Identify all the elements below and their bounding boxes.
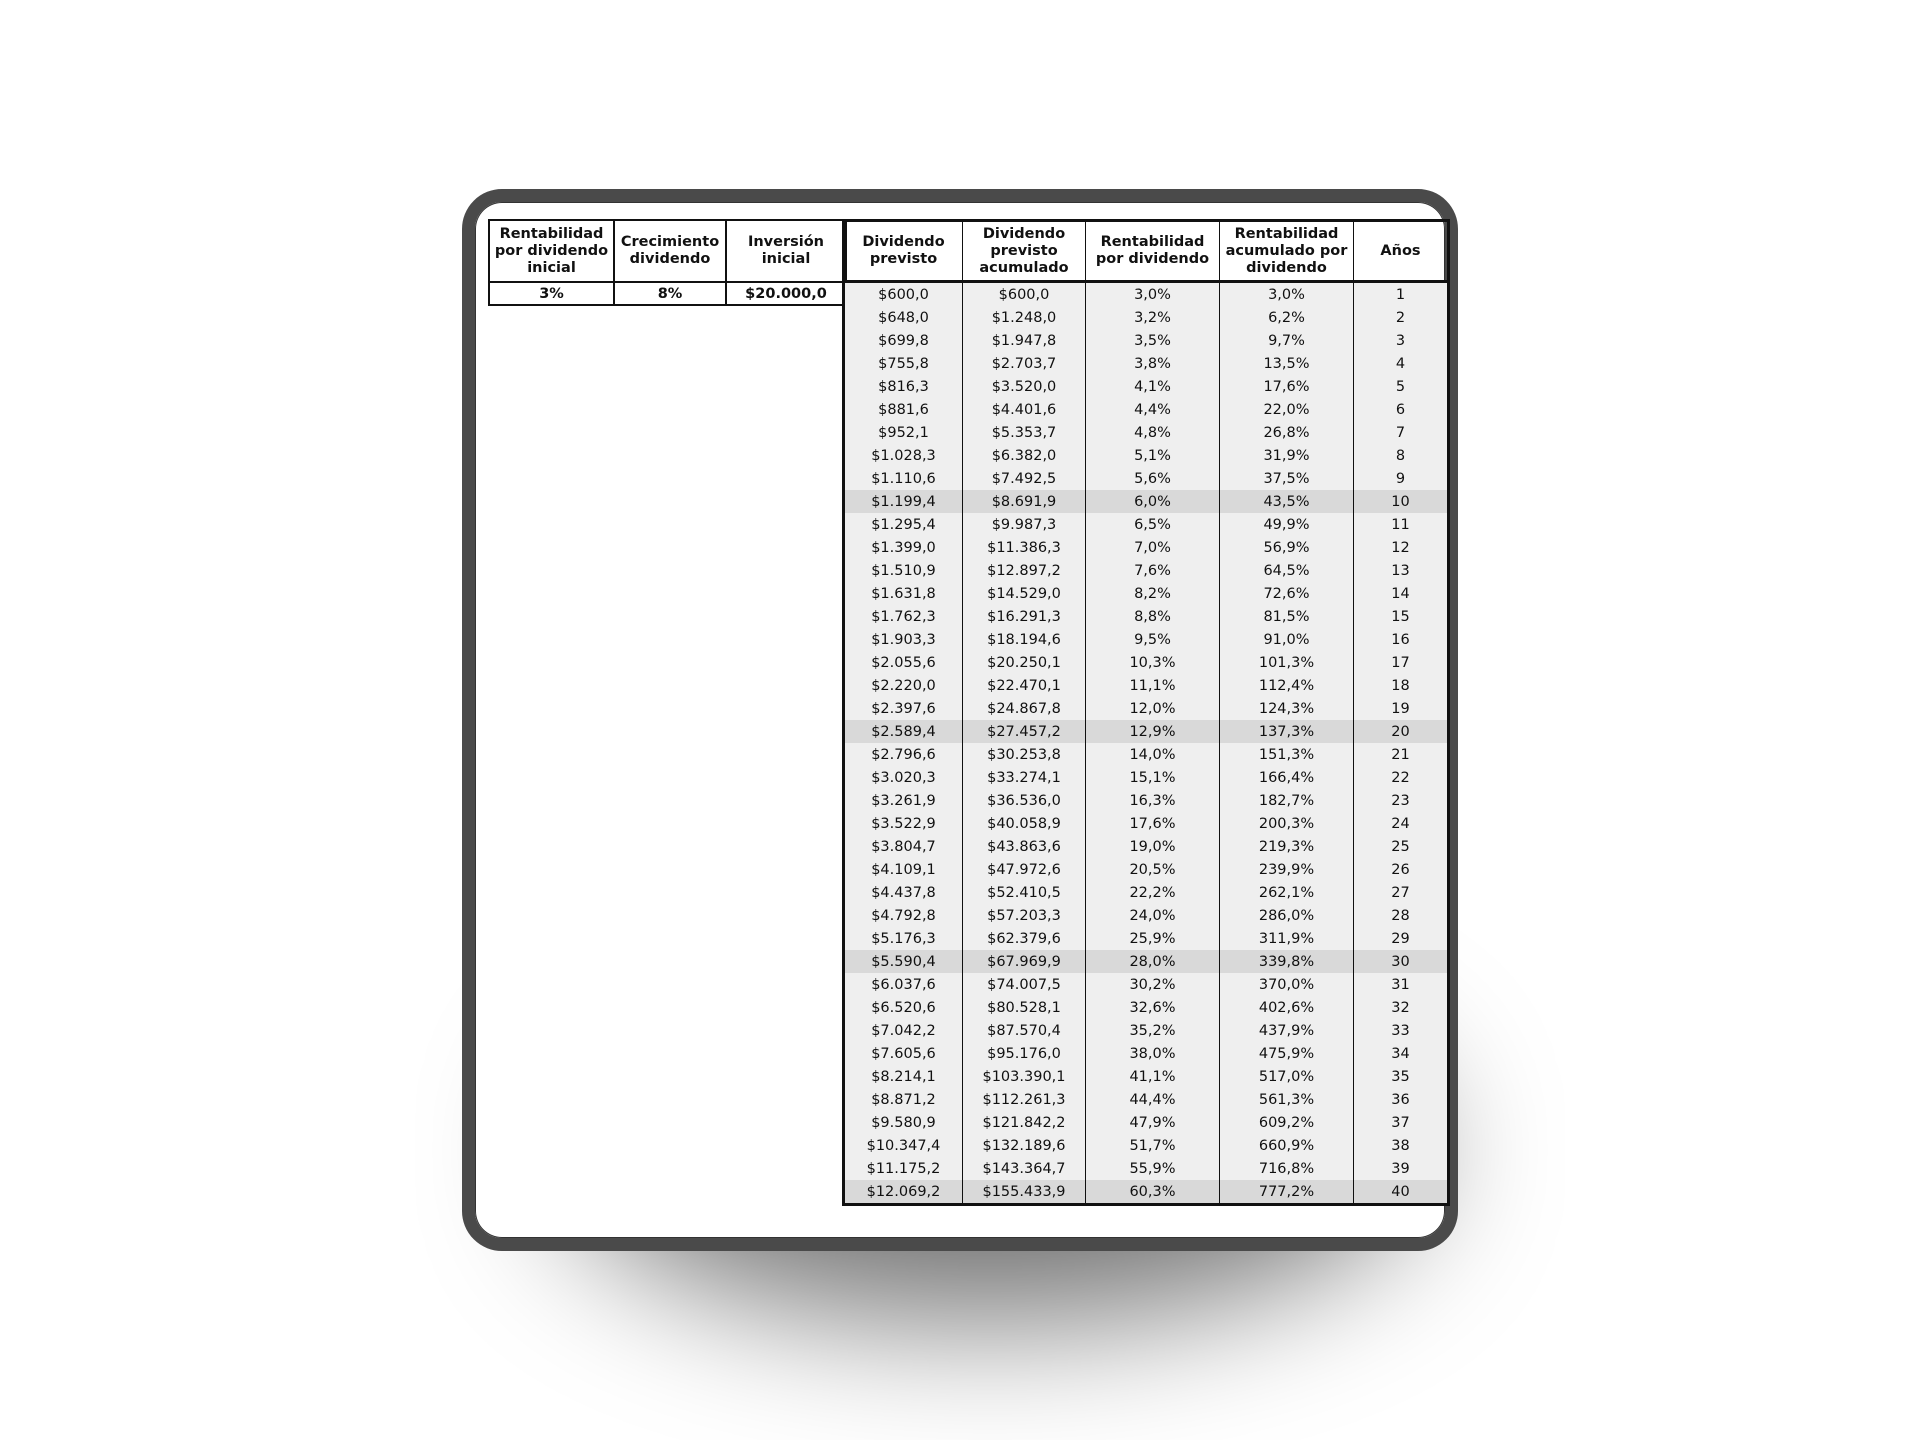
cell-cumulative-dividend: $12.897,2 [963,559,1086,582]
table-row [844,1180,1449,1205]
cell-cumulative-dividend: $1.248,0 [963,306,1086,329]
cell-year: 26 [1354,858,1449,881]
table-row [844,835,1449,858]
cell-expected-dividend: $3.804,7 [844,835,963,858]
cell-cumulative-yield: 517,0% [1220,1065,1354,1088]
cell-dividend-yield: 20,5% [1086,858,1220,881]
table-row [844,789,1449,812]
cell-year: 1 [1354,282,1449,307]
cell-cumulative-dividend: $121.842,2 [963,1111,1086,1134]
cell-dividend-yield: 5,6% [1086,467,1220,490]
cell-cumulative-dividend: $52.410,5 [963,881,1086,904]
cell-dividend-yield: 7,0% [1086,536,1220,559]
cell-year: 16 [1354,628,1449,651]
cell-cumulative-yield: 81,5% [1220,605,1354,628]
cell-dividend-yield: 38,0% [1086,1042,1220,1065]
cell-cumulative-yield: 239,9% [1220,858,1354,881]
table-row [844,743,1449,766]
cell-year: 27 [1354,881,1449,904]
cell-year: 7 [1354,421,1449,444]
header-dividend-growth: Crecimiento dividendo [614,220,726,282]
cell-dividend-yield: 12,0% [1086,697,1220,720]
inputs-table [488,219,847,306]
cell-dividend-yield: 22,2% [1086,881,1220,904]
table-row [844,1088,1449,1111]
cell-cumulative-yield: 311,9% [1220,927,1354,950]
cell-expected-dividend: $1.110,6 [844,467,963,490]
cell-cumulative-yield: 31,9% [1220,444,1354,467]
cell-cumulative-dividend: $132.189,6 [963,1134,1086,1157]
cell-cumulative-dividend: $112.261,3 [963,1088,1086,1111]
cell-dividend-yield: 3,8% [1086,352,1220,375]
cell-cumulative-dividend: $5.353,7 [963,421,1086,444]
cell-cumulative-yield: 200,3% [1220,812,1354,835]
cell-expected-dividend: $6.037,6 [844,973,963,996]
cell-year: 17 [1354,651,1449,674]
table-row [844,697,1449,720]
cell-expected-dividend: $8.214,1 [844,1065,963,1088]
cell-cumulative-dividend: $3.520,0 [963,375,1086,398]
cell-expected-dividend: $1.903,3 [844,628,963,651]
header-initial-investment: Inversión inicial [726,220,846,282]
value-dividend-growth: 8% [614,282,726,305]
cell-dividend-yield: 3,2% [1086,306,1220,329]
cell-dividend-yield: 51,7% [1086,1134,1220,1157]
cell-year: 35 [1354,1065,1449,1088]
cell-cumulative-yield: 660,9% [1220,1134,1354,1157]
cell-year: 10 [1354,490,1449,513]
table-row [844,375,1449,398]
cell-cumulative-yield: 43,5% [1220,490,1354,513]
cell-dividend-yield: 3,0% [1086,282,1220,307]
cell-dividend-yield: 16,3% [1086,789,1220,812]
table-row [844,651,1449,674]
table-row [844,306,1449,329]
table-row [844,674,1449,697]
cell-dividend-yield: 4,4% [1086,398,1220,421]
header-cumulative-yield: Rentabilidad acumulado por dividendo [1220,221,1354,282]
projection-header-row [844,221,1449,282]
cell-cumulative-dividend: $7.492,5 [963,467,1086,490]
table-row [844,628,1449,651]
table-row [844,1019,1449,1042]
cell-dividend-yield: 11,1% [1086,674,1220,697]
cell-cumulative-dividend: $67.969,9 [963,950,1086,973]
cell-year: 19 [1354,697,1449,720]
table-row [844,1065,1449,1088]
cell-dividend-yield: 6,5% [1086,513,1220,536]
cell-cumulative-dividend: $14.529,0 [963,582,1086,605]
cell-cumulative-dividend: $24.867,8 [963,697,1086,720]
cell-dividend-yield: 44,4% [1086,1088,1220,1111]
cell-year: 34 [1354,1042,1449,1065]
cell-cumulative-dividend: $62.379,6 [963,927,1086,950]
cell-cumulative-yield: 17,6% [1220,375,1354,398]
cell-dividend-yield: 19,0% [1086,835,1220,858]
cell-cumulative-yield: 219,3% [1220,835,1354,858]
cell-expected-dividend: $1.399,0 [844,536,963,559]
table-row [844,467,1449,490]
table-row [844,536,1449,559]
cell-dividend-yield: 15,1% [1086,766,1220,789]
table-row [844,1111,1449,1134]
table-row [844,881,1449,904]
cell-dividend-yield: 60,3% [1086,1180,1220,1205]
cell-cumulative-yield: 339,8% [1220,950,1354,973]
cell-cumulative-yield: 475,9% [1220,1042,1354,1065]
cell-year: 31 [1354,973,1449,996]
cell-expected-dividend: $755,8 [844,352,963,375]
cell-cumulative-dividend: $11.386,3 [963,536,1086,559]
cell-expected-dividend: $5.590,4 [844,950,963,973]
cell-cumulative-yield: 262,1% [1220,881,1354,904]
cell-cumulative-yield: 777,2% [1220,1180,1354,1205]
table-row [844,1157,1449,1180]
cell-dividend-yield: 28,0% [1086,950,1220,973]
projection-body [844,282,1449,1205]
cell-cumulative-yield: 137,3% [1220,720,1354,743]
cell-dividend-yield: 3,5% [1086,329,1220,352]
cell-cumulative-dividend: $43.863,6 [963,835,1086,858]
cell-cumulative-dividend: $22.470,1 [963,674,1086,697]
cell-year: 4 [1354,352,1449,375]
table-row [844,490,1449,513]
cell-cumulative-dividend: $40.058,9 [963,812,1086,835]
table-row [844,352,1449,375]
cell-cumulative-dividend: $27.457,2 [963,720,1086,743]
header-years: Años [1354,221,1449,282]
cell-year: 8 [1354,444,1449,467]
cell-cumulative-dividend: $4.401,6 [963,398,1086,421]
cell-dividend-yield: 55,9% [1086,1157,1220,1180]
cell-cumulative-yield: 3,0% [1220,282,1354,307]
cell-cumulative-yield: 182,7% [1220,789,1354,812]
header-cumulative-dividend: Dividendo previsto acumulado [963,221,1086,282]
cell-expected-dividend: $11.175,2 [844,1157,963,1180]
cell-year: 14 [1354,582,1449,605]
cell-year: 3 [1354,329,1449,352]
cell-expected-dividend: $648,0 [844,306,963,329]
cell-year: 36 [1354,1088,1449,1111]
cell-dividend-yield: 32,6% [1086,996,1220,1019]
cell-expected-dividend: $7.605,6 [844,1042,963,1065]
cell-cumulative-yield: 64,5% [1220,559,1354,582]
cell-cumulative-yield: 166,4% [1220,766,1354,789]
cell-expected-dividend: $12.069,2 [844,1180,963,1205]
table-row [844,950,1449,973]
cell-year: 32 [1354,996,1449,1019]
cell-expected-dividend: $952,1 [844,421,963,444]
cell-year: 11 [1354,513,1449,536]
cell-cumulative-dividend: $8.691,9 [963,490,1086,513]
cell-year: 6 [1354,398,1449,421]
header-initial-yield: Rentabilidad por dividendo inicial [489,220,614,282]
cell-cumulative-dividend: $80.528,1 [963,996,1086,1019]
table-row [844,720,1449,743]
table-row [844,421,1449,444]
cell-cumulative-dividend: $18.194,6 [963,628,1086,651]
cell-year: 30 [1354,950,1449,973]
cell-year: 40 [1354,1180,1449,1205]
value-initial-yield: 3% [489,282,614,305]
cell-expected-dividend: $881,6 [844,398,963,421]
cell-cumulative-dividend: $143.364,7 [963,1157,1086,1180]
table-row [844,927,1449,950]
cell-dividend-yield: 17,6% [1086,812,1220,835]
cell-cumulative-yield: 101,3% [1220,651,1354,674]
cell-year: 12 [1354,536,1449,559]
cell-year: 21 [1354,743,1449,766]
cell-cumulative-yield: 49,9% [1220,513,1354,536]
cell-cumulative-dividend: $16.291,3 [963,605,1086,628]
cell-cumulative-dividend: $2.703,7 [963,352,1086,375]
cell-expected-dividend: $816,3 [844,375,963,398]
table-row [844,398,1449,421]
header-expected-dividend: Dividendo previsto [844,221,963,282]
cell-expected-dividend: $699,8 [844,329,963,352]
cell-cumulative-dividend: $20.250,1 [963,651,1086,674]
cell-expected-dividend: $2.220,0 [844,674,963,697]
cell-dividend-yield: 24,0% [1086,904,1220,927]
table-row [844,282,1449,307]
inputs-header-row [489,220,846,282]
cell-expected-dividend: $4.792,8 [844,904,963,927]
cell-year: 23 [1354,789,1449,812]
cell-dividend-yield: 12,9% [1086,720,1220,743]
cell-cumulative-dividend: $6.382,0 [963,444,1086,467]
cell-year: 24 [1354,812,1449,835]
cell-year: 29 [1354,927,1449,950]
cell-expected-dividend: $1.199,4 [844,490,963,513]
cell-cumulative-yield: 151,3% [1220,743,1354,766]
cell-cumulative-yield: 37,5% [1220,467,1354,490]
cell-year: 38 [1354,1134,1449,1157]
cell-expected-dividend: $3.020,3 [844,766,963,789]
cell-cumulative-yield: 716,8% [1220,1157,1354,1180]
value-initial-investment: $20.000,0 [726,282,846,305]
cell-cumulative-yield: 6,2% [1220,306,1354,329]
cell-year: 9 [1354,467,1449,490]
table-row [844,766,1449,789]
cell-expected-dividend: $2.589,4 [844,720,963,743]
table-row [844,559,1449,582]
cell-expected-dividend: $4.109,1 [844,858,963,881]
cell-dividend-yield: 47,9% [1086,1111,1220,1134]
cell-cumulative-yield: 370,0% [1220,973,1354,996]
cell-expected-dividend: $2.397,6 [844,697,963,720]
table-row [844,605,1449,628]
cell-expected-dividend: $5.176,3 [844,927,963,950]
cell-expected-dividend: $4.437,8 [844,881,963,904]
header-dividend-yield: Rentabilidad por dividendo [1086,221,1220,282]
cell-cumulative-yield: 13,5% [1220,352,1354,375]
cell-year: 37 [1354,1111,1449,1134]
cell-expected-dividend: $6.520,6 [844,996,963,1019]
cell-expected-dividend: $600,0 [844,282,963,307]
cell-dividend-yield: 7,6% [1086,559,1220,582]
cell-cumulative-dividend: $9.987,3 [963,513,1086,536]
cell-cumulative-dividend: $57.203,3 [963,904,1086,927]
cell-cumulative-yield: 124,3% [1220,697,1354,720]
cell-year: 22 [1354,766,1449,789]
cell-year: 33 [1354,1019,1449,1042]
cell-cumulative-yield: 72,6% [1220,582,1354,605]
cell-dividend-yield: 30,2% [1086,973,1220,996]
cell-expected-dividend: $1.510,9 [844,559,963,582]
cell-cumulative-dividend: $155.433,9 [963,1180,1086,1205]
cell-expected-dividend: $9.580,9 [844,1111,963,1134]
cell-expected-dividend: $8.871,2 [844,1088,963,1111]
cell-year: 18 [1354,674,1449,697]
table-row [844,812,1449,835]
table-row [844,973,1449,996]
cell-cumulative-dividend: $47.972,6 [963,858,1086,881]
cell-dividend-yield: 35,2% [1086,1019,1220,1042]
cell-dividend-yield: 41,1% [1086,1065,1220,1088]
cell-cumulative-dividend: $1.947,8 [963,329,1086,352]
cell-cumulative-yield: 22,0% [1220,398,1354,421]
cell-year: 5 [1354,375,1449,398]
cell-expected-dividend: $2.055,6 [844,651,963,674]
cell-dividend-yield: 6,0% [1086,490,1220,513]
cell-cumulative-yield: 437,9% [1220,1019,1354,1042]
cell-year: 39 [1354,1157,1449,1180]
cell-expected-dividend: $1.295,4 [844,513,963,536]
cell-dividend-yield: 4,8% [1086,421,1220,444]
cell-cumulative-yield: 561,3% [1220,1088,1354,1111]
cell-dividend-yield: 10,3% [1086,651,1220,674]
cell-expected-dividend: $7.042,2 [844,1019,963,1042]
cell-year: 20 [1354,720,1449,743]
inputs-value-row [489,282,846,305]
cell-cumulative-yield: 9,7% [1220,329,1354,352]
cell-cumulative-yield: 112,4% [1220,674,1354,697]
table-row [844,1042,1449,1065]
cell-cumulative-dividend: $36.536,0 [963,789,1086,812]
cell-cumulative-yield: 56,9% [1220,536,1354,559]
cell-cumulative-yield: 286,0% [1220,904,1354,927]
cell-cumulative-yield: 402,6% [1220,996,1354,1019]
cell-dividend-yield: 8,2% [1086,582,1220,605]
table-row [844,513,1449,536]
table-row [844,329,1449,352]
cell-cumulative-dividend: $103.390,1 [963,1065,1086,1088]
cell-expected-dividend: $2.796,6 [844,743,963,766]
cell-cumulative-dividend: $87.570,4 [963,1019,1086,1042]
cell-dividend-yield: 14,0% [1086,743,1220,766]
cell-expected-dividend: $3.261,9 [844,789,963,812]
projection-table [842,219,1450,1206]
table-row [844,996,1449,1019]
cell-year: 2 [1354,306,1449,329]
cell-cumulative-dividend: $74.007,5 [963,973,1086,996]
cell-expected-dividend: $1.028,3 [844,444,963,467]
cell-dividend-yield: 8,8% [1086,605,1220,628]
cell-dividend-yield: 9,5% [1086,628,1220,651]
cell-cumulative-dividend: $95.176,0 [963,1042,1086,1065]
table-row [844,904,1449,927]
cell-expected-dividend: $3.522,9 [844,812,963,835]
table-row [844,1134,1449,1157]
table-row [844,582,1449,605]
cell-cumulative-dividend: $600,0 [963,282,1086,307]
table-row [844,858,1449,881]
cell-cumulative-yield: 26,8% [1220,421,1354,444]
cell-expected-dividend: $1.762,3 [844,605,963,628]
cell-dividend-yield: 25,9% [1086,927,1220,950]
cell-dividend-yield: 5,1% [1086,444,1220,467]
cell-expected-dividend: $10.347,4 [844,1134,963,1157]
cell-dividend-yield: 4,1% [1086,375,1220,398]
cell-year: 13 [1354,559,1449,582]
cell-year: 25 [1354,835,1449,858]
cell-cumulative-dividend: $30.253,8 [963,743,1086,766]
cell-cumulative-dividend: $33.274,1 [963,766,1086,789]
cell-cumulative-yield: 609,2% [1220,1111,1354,1134]
cell-cumulative-yield: 91,0% [1220,628,1354,651]
cell-year: 28 [1354,904,1449,927]
cell-expected-dividend: $1.631,8 [844,582,963,605]
cell-year: 15 [1354,605,1449,628]
table-row [844,444,1449,467]
